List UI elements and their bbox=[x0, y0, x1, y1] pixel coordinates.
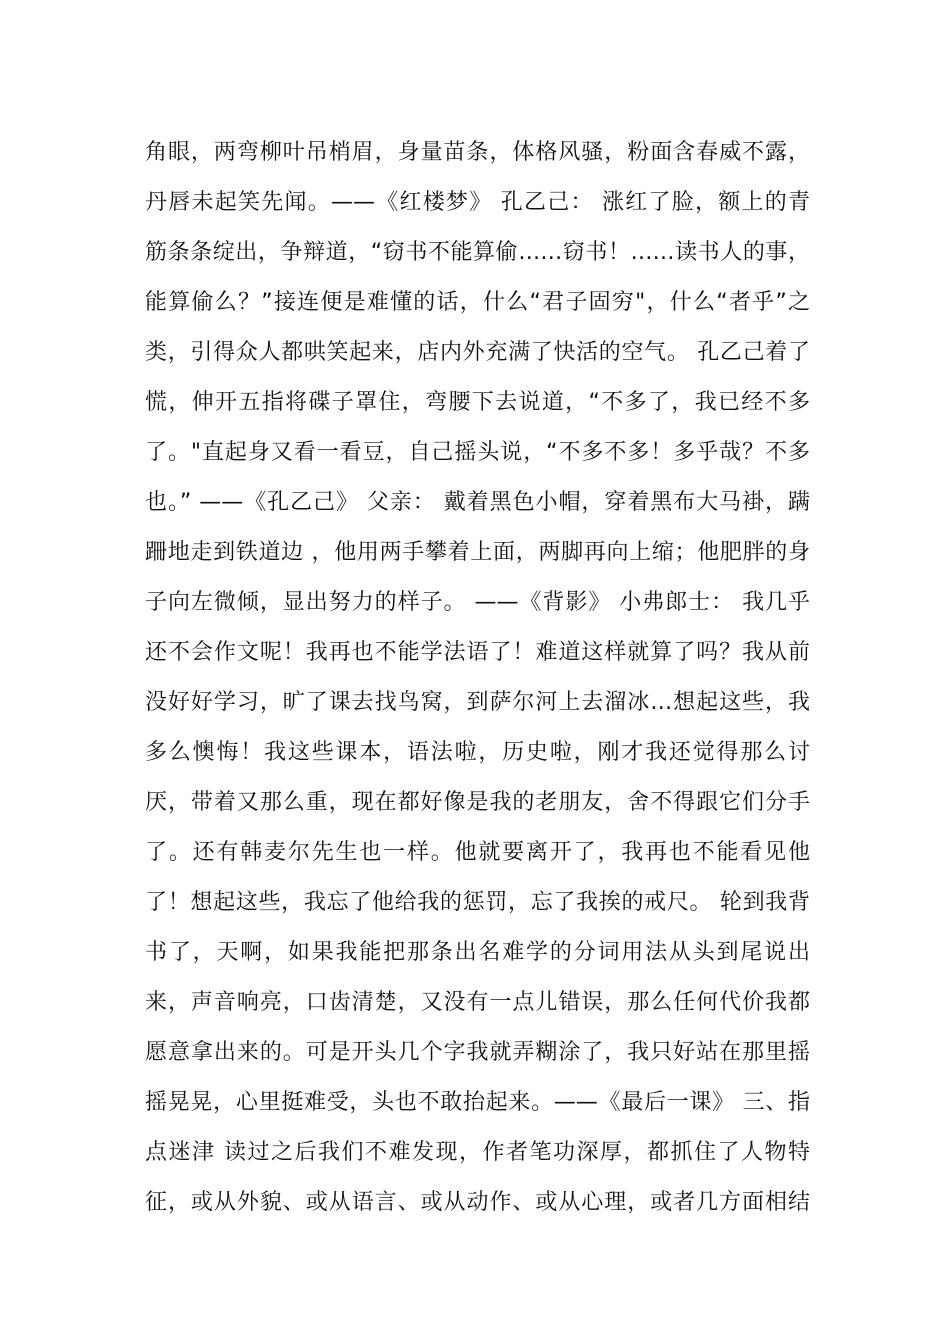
text-line: 丹唇未起笑先闻。——《红楼梦》 孔乙己： 涨红了脸，额上的青 bbox=[145, 190, 810, 215]
text-line: 多么懊悔！我这些课本，语法啦，历史啦，刚才我还觉得那么讨 bbox=[145, 740, 810, 765]
text-line: 角眼，两弯柳叶吊梢眉，身量苗条，体格风骚，粉面含春威不露， bbox=[145, 140, 810, 165]
text-line: 征，或从外貌、或从语言、或从动作、或从心理，或者几方面相结 bbox=[145, 1190, 810, 1215]
text-line: 筋条条绽出，争辩道，“窃书不能算偷……窃书！……读书人的事， bbox=[145, 240, 810, 265]
text-line: 愿意拿出来的。可是开头几个字我就弄糊涂了，我只好站在那里摇 bbox=[145, 1040, 810, 1065]
text-line: 能算偷么？”接连便是难懂的话，什么“君子固穷"，什么“者乎”之 bbox=[145, 290, 810, 315]
text-line: 了！想起这些，我忘了他给我的惩罚，忘了我挨的戒尺。 轮到我背 bbox=[145, 890, 810, 915]
text-line: 类，引得众人都哄笑起来，店内外充满了快活的空气。 孔乙己着了 bbox=[145, 340, 810, 365]
text-line: 没好好学习，旷了课去找鸟窝，到萨尔河上去溜冰…想起这些，我 bbox=[145, 690, 810, 715]
text-line: 了。"直起身又看一看豆，自己摇头说，“不多不多！多乎哉？不多 bbox=[145, 440, 810, 465]
text-line: 来，声音响亮，口齿清楚，又没有一点儿错误，那么任何代价我都 bbox=[145, 990, 810, 1015]
text-line: 子向左微倾，显出努力的样子。 ——《背影》 小弗郎士： 我几乎 bbox=[145, 590, 810, 615]
text-line: 还不会作文呢！我再也不能学法语了！难道这样就算了吗？我从前 bbox=[145, 640, 810, 665]
text-line: 也。” ——《孔乙己》 父亲： 戴着黑色小帽，穿着黑布大马褂，蹒 bbox=[145, 490, 810, 515]
text-line: 点迷津 读过之后我们不难发现，作者笔功深厚，都抓住了人物特 bbox=[145, 1140, 810, 1165]
text-line: 摇晃晃，心里挺难受，头也不敢抬起来。——《最后一课》 三、指 bbox=[145, 1090, 810, 1115]
text-line: 慌，伸开五指将碟子罩住，弯腰下去说道，“不多了，我已经不多 bbox=[145, 390, 810, 415]
text-line: 了。还有韩麦尔先生也一样。他就要离开了，我再也不能看见他 bbox=[145, 840, 810, 865]
text-line: 厌，带着又那么重，现在都好像是我的老朋友，舍不得跟它们分手 bbox=[145, 790, 810, 815]
body-text bbox=[145, 128, 810, 1228]
text-line: 跚地走到铁道边 ，他用两手攀着上面，两脚再向上缩；他肥胖的身 bbox=[145, 540, 810, 565]
text-line: 书了，天啊，如果我能把那条出名难学的分词用法从头到尾说出 bbox=[145, 940, 810, 965]
